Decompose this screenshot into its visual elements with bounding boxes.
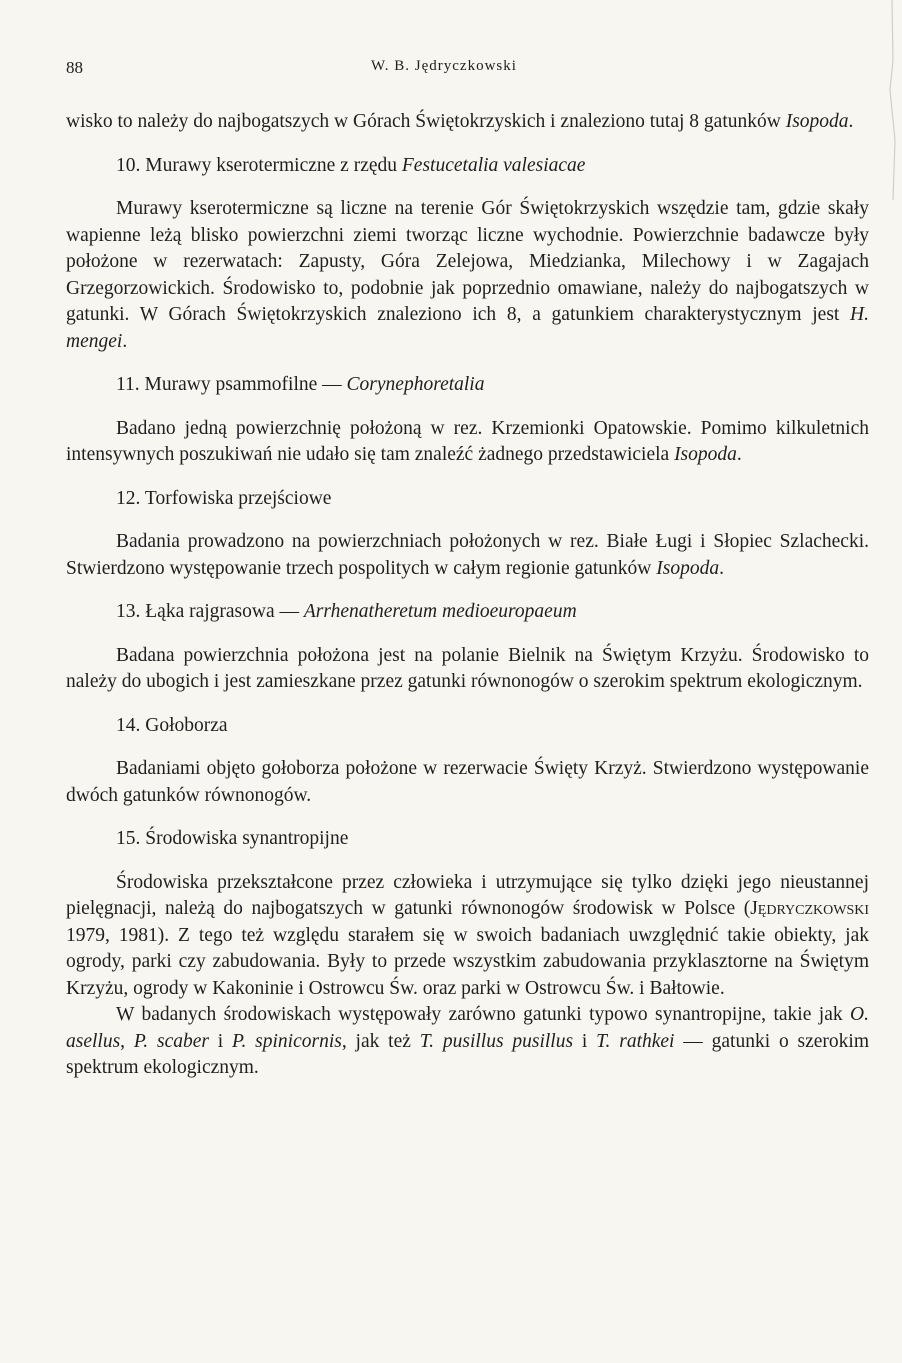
paragraph-16 [66,1002,869,1082]
section-taxon: Festucetalia valesiacae [401,154,586,176]
page-number: 88 [66,58,83,77]
text: Badana powierzchnia położona jest na polanie Bielnik na Świętym Krzyżu. Środowisko to należy do ubogich i jest zamieszkane przez gatunki równonogów o szerokim spektrum ekologicznym. [66,644,869,692]
section-title: Środowiska synantropijne [145,828,349,849]
paragraph-12 [66,529,869,582]
section-heading-12 [66,486,869,513]
citation-author: Jędryczkowski [750,898,869,919]
taxon: H. mengei [66,304,869,352]
text: W badanych środowiskach występowały zarówno gatunki typowo synantropijne, takie jak [116,1004,851,1025]
text: . [848,111,854,132]
text: i [573,1030,597,1052]
text: Środowiska przekształcone przez człowieka i utrzymujące się tylko dzięki jego nieustannej pielęgnacji, należą do najbogatszych w gatunki równonogów środowisk w Polsce ( [66,871,869,919]
section-number: 13. [116,601,146,622]
section-number: 12. [116,487,145,509]
section-title: Gołoborza [145,714,228,736]
species: T. pusillus pusillus [419,1030,574,1052]
section-heading-13 [66,599,869,626]
text: Badania prowadzono na powierzchniach położonych w rez. Białe Ługi i Słopiec Szlachecki. Stwierdzono występowanie trzech pospolitych w całym regionie gatunków [66,531,869,579]
section-number: 14. [116,714,146,736]
section-heading-14 [66,713,869,740]
section-number: 15. [116,828,146,849]
paragraph-15 [66,870,869,1003]
text: wisko to należy do najbogatszych w Górach Świętokrzyskich i znaleziono tutaj 8 gatunków [66,111,786,132]
section-taxon: Corynephoretalia [346,374,485,395]
text: , [120,1030,134,1052]
taxon: Isopoda [674,444,737,465]
species: P. spinicornis [232,1030,342,1052]
text: Murawy kserotermiczne są liczne na terenie Gór Świętokrzyskich wszędzie tam, gdzie skały wapienne leżą blisko powierzchni ziemi tworząc liczne wychodnie. Powierzchnie badawcze były położone w rezerwatach: Zapusty, Góra Zelejowa, Miedzianka, Milechowy i w Zagajach Grzegorzowickich. Środowisko to, podobnie jak poprzednio omawiane, należy do najbogatszych w gatunki. W Górach Świętokrzyskich znaleziono ich 8, a gatunkiem charakterystycznym jest [66,198,869,325]
section-taxon: Arrhenatheretum medioeuropaeum [303,601,577,622]
section-heading-10 [66,153,869,180]
section-number: 11. [116,374,145,395]
running-author: W. B. Jędryczkowski [371,58,517,74]
text: , jak też [341,1030,420,1052]
section-heading-15 [66,826,869,853]
text: 1979, 1981). Z tego też względu starałem się w swoich badaniach uwzględnić takie obiekty, jak ogrody, parki czy zabudowania. Były to przede wszystkim zabudowania przyklasztorne na Świętym Krzyżu, ogrody w Kakoninie i Ostrowcu Św. oraz parki w Ostrowcu Św. i Bałtowie. [66,924,869,999]
text: i [208,1030,233,1052]
species: O. asellus [66,1004,869,1052]
species: P. scaber [133,1030,209,1052]
section-title: Murawy kserotermiczne z rzędu [145,154,402,176]
paragraph-13 [66,643,869,696]
paragraph-14 [66,756,869,809]
text: . [122,330,128,352]
paragraph-continued [66,109,869,136]
paragraph-10 [66,196,869,355]
text: — gatunki o szerokim spektrum ekologicznym. [66,1030,869,1078]
species: T. rathkei [596,1030,675,1052]
taxon: Isopoda [785,111,849,132]
section-title: Łąka rajgrasowa — [145,601,304,622]
section-title: Murawy psammofilne — [144,374,347,395]
text: . [719,557,724,579]
paragraph-11 [66,416,869,469]
text: . [736,444,742,465]
section-title: Torfowiska przejściowe [144,487,332,509]
text: Badaniami objęto gołoborza położone w rezerwacie Święty Krzyż. Stwierdzono występowanie dwóch gatunków równonogów. [66,758,869,806]
section-number: 10. [116,154,146,176]
running-header [66,58,869,82]
taxon: Isopoda [656,557,720,579]
text: Badano jedną powierzchnię położoną w rez. Krzemionki Opatowskie. Pomimo kilkuletnich intensywnych poszukiwań nie udało się tam znaleźć żadnego przedstawiciela [66,417,869,465]
page-body [66,109,869,1082]
section-heading-11 [66,372,869,399]
